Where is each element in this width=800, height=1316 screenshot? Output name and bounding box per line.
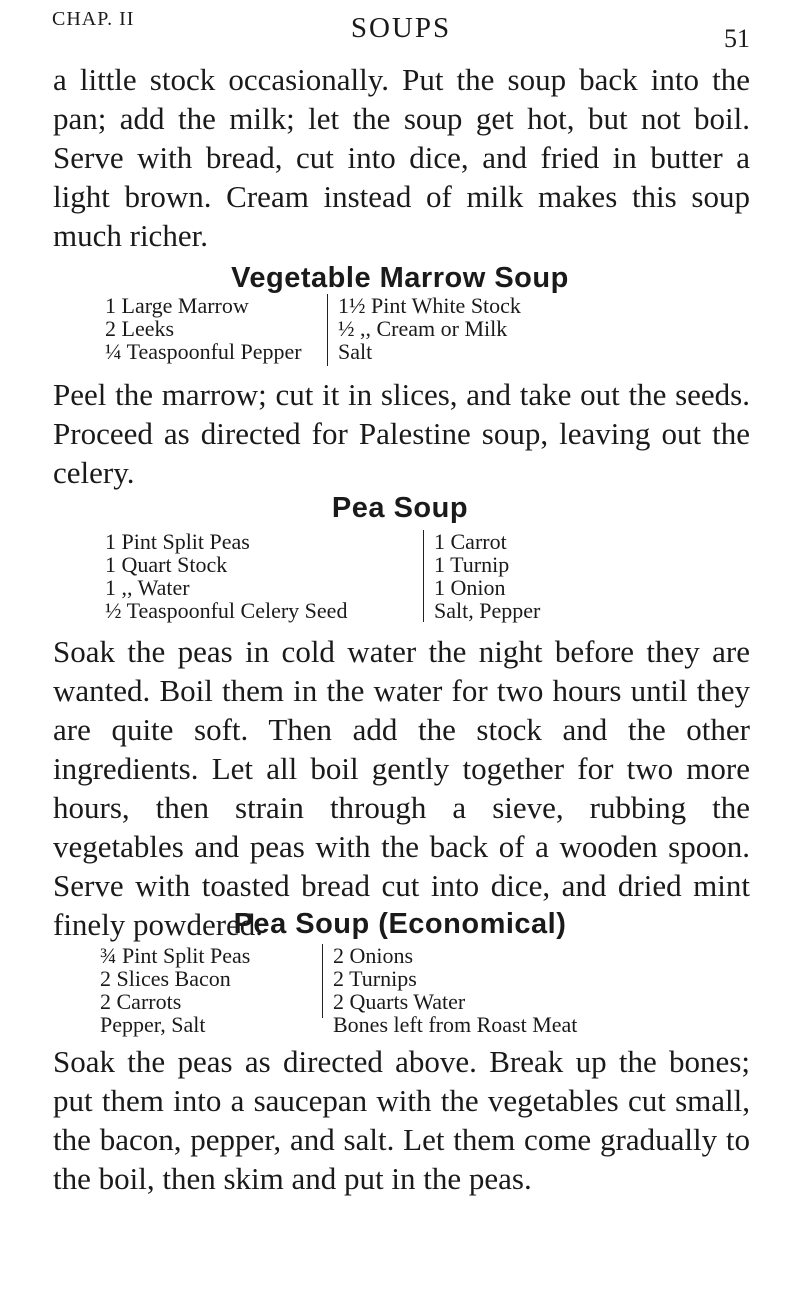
ingredient-item: 2 Slices Bacon bbox=[100, 966, 231, 991]
ingredient-item: Pepper, Salt bbox=[100, 1012, 206, 1037]
ingredient-item: Salt bbox=[338, 339, 373, 364]
ingredient-item: 1 Carrot bbox=[434, 529, 507, 554]
ingredients-pea-soup-economical bbox=[100, 944, 740, 1042]
ingredients-column-right bbox=[322, 943, 578, 1037]
ingredients-column-left bbox=[105, 294, 302, 363]
ingredient-item: 2 Leeks bbox=[105, 316, 175, 341]
economical-method: Soak the peas as directed above. Break up the bones; put them into a saucepan with the vegetables cut small, the bacon, pepper, and salt. Let them come gradually to the boil, then skim and put in the peas. bbox=[53, 1044, 750, 1196]
recipe-title-pea-soup-economical: Pea Soup (Economical) bbox=[233, 908, 567, 940]
recipe-title-vegetable-marrow: Vegetable Marrow Soup bbox=[231, 262, 569, 294]
ingredient-item: Salt, Pepper bbox=[434, 598, 541, 623]
ingredient-item: ¾ Pint Split Peas bbox=[100, 943, 251, 968]
ingredient-item: 1 Quart Stock bbox=[105, 552, 228, 577]
ingredients-column-left bbox=[100, 944, 250, 1036]
opening-paragraph: a little stock occasionally. Put the soup back into the pan; add the milk; let the soup get hot, but not boil. Serve with bread, cut into dice, and fried in butter a light brown. Cream instead of milk makes this soup much richer. bbox=[53, 62, 750, 253]
ingredient-item: 1½ Pint White Stock bbox=[338, 293, 521, 318]
ingredient-item: 1 Turnip bbox=[434, 552, 510, 577]
ingredient-item: 2 Turnips bbox=[333, 966, 417, 991]
vegetable-marrow-method: Peel the marrow; cut it in slices, and take out the seeds. Proceed as directed for Palestine soup, leaving out the celery. bbox=[53, 377, 750, 490]
ingredient-item: 1 Onion bbox=[434, 575, 506, 600]
ingredients-vegetable-marrow bbox=[105, 294, 725, 370]
running-head bbox=[52, 8, 750, 53]
ingredients-column-right bbox=[327, 294, 521, 366]
pea-soup-method: Soak the peas in cold water the night before they are wanted. Boil them in the water for two hours until they are quite soft. Then add the stock and the other ingredients. Let all boil gently together for two more hours, then strain through a sieve, rubbing the vegetables and peas with the back of a wooden spoon. Serve with toasted bread cut into dice, and dried mint finely powdered. bbox=[53, 634, 750, 942]
ingredients-column-right bbox=[423, 530, 540, 622]
ingredient-item: 1 ,, Water bbox=[105, 575, 190, 600]
running-title: SOUPS bbox=[350, 12, 452, 44]
ingredients-pea-soup bbox=[105, 530, 725, 626]
ingredients-column-left bbox=[105, 530, 347, 622]
ingredient-item: 2 Quarts Water bbox=[333, 989, 466, 1014]
ingredient-item: 2 Onions bbox=[333, 943, 414, 968]
recipe-title-pea-soup: Pea Soup bbox=[331, 492, 469, 524]
ingredient-item: 1 Pint Split Peas bbox=[105, 529, 250, 554]
ingredient-item: ½ Teaspoonful Celery Seed bbox=[105, 598, 348, 623]
page-number: 51 bbox=[724, 24, 750, 53]
ingredient-item: Bones left from Roast Meat bbox=[333, 1012, 578, 1037]
ingredient-item: ½ ,, Cream or Milk bbox=[338, 316, 508, 341]
ingredient-item: 2 Carrots bbox=[100, 989, 182, 1014]
ingredient-item: ¼ Teaspoonful Pepper bbox=[105, 339, 302, 364]
ingredient-item: 1 Large Marrow bbox=[105, 293, 249, 318]
chapter-label: CHAP. II bbox=[52, 8, 135, 30]
